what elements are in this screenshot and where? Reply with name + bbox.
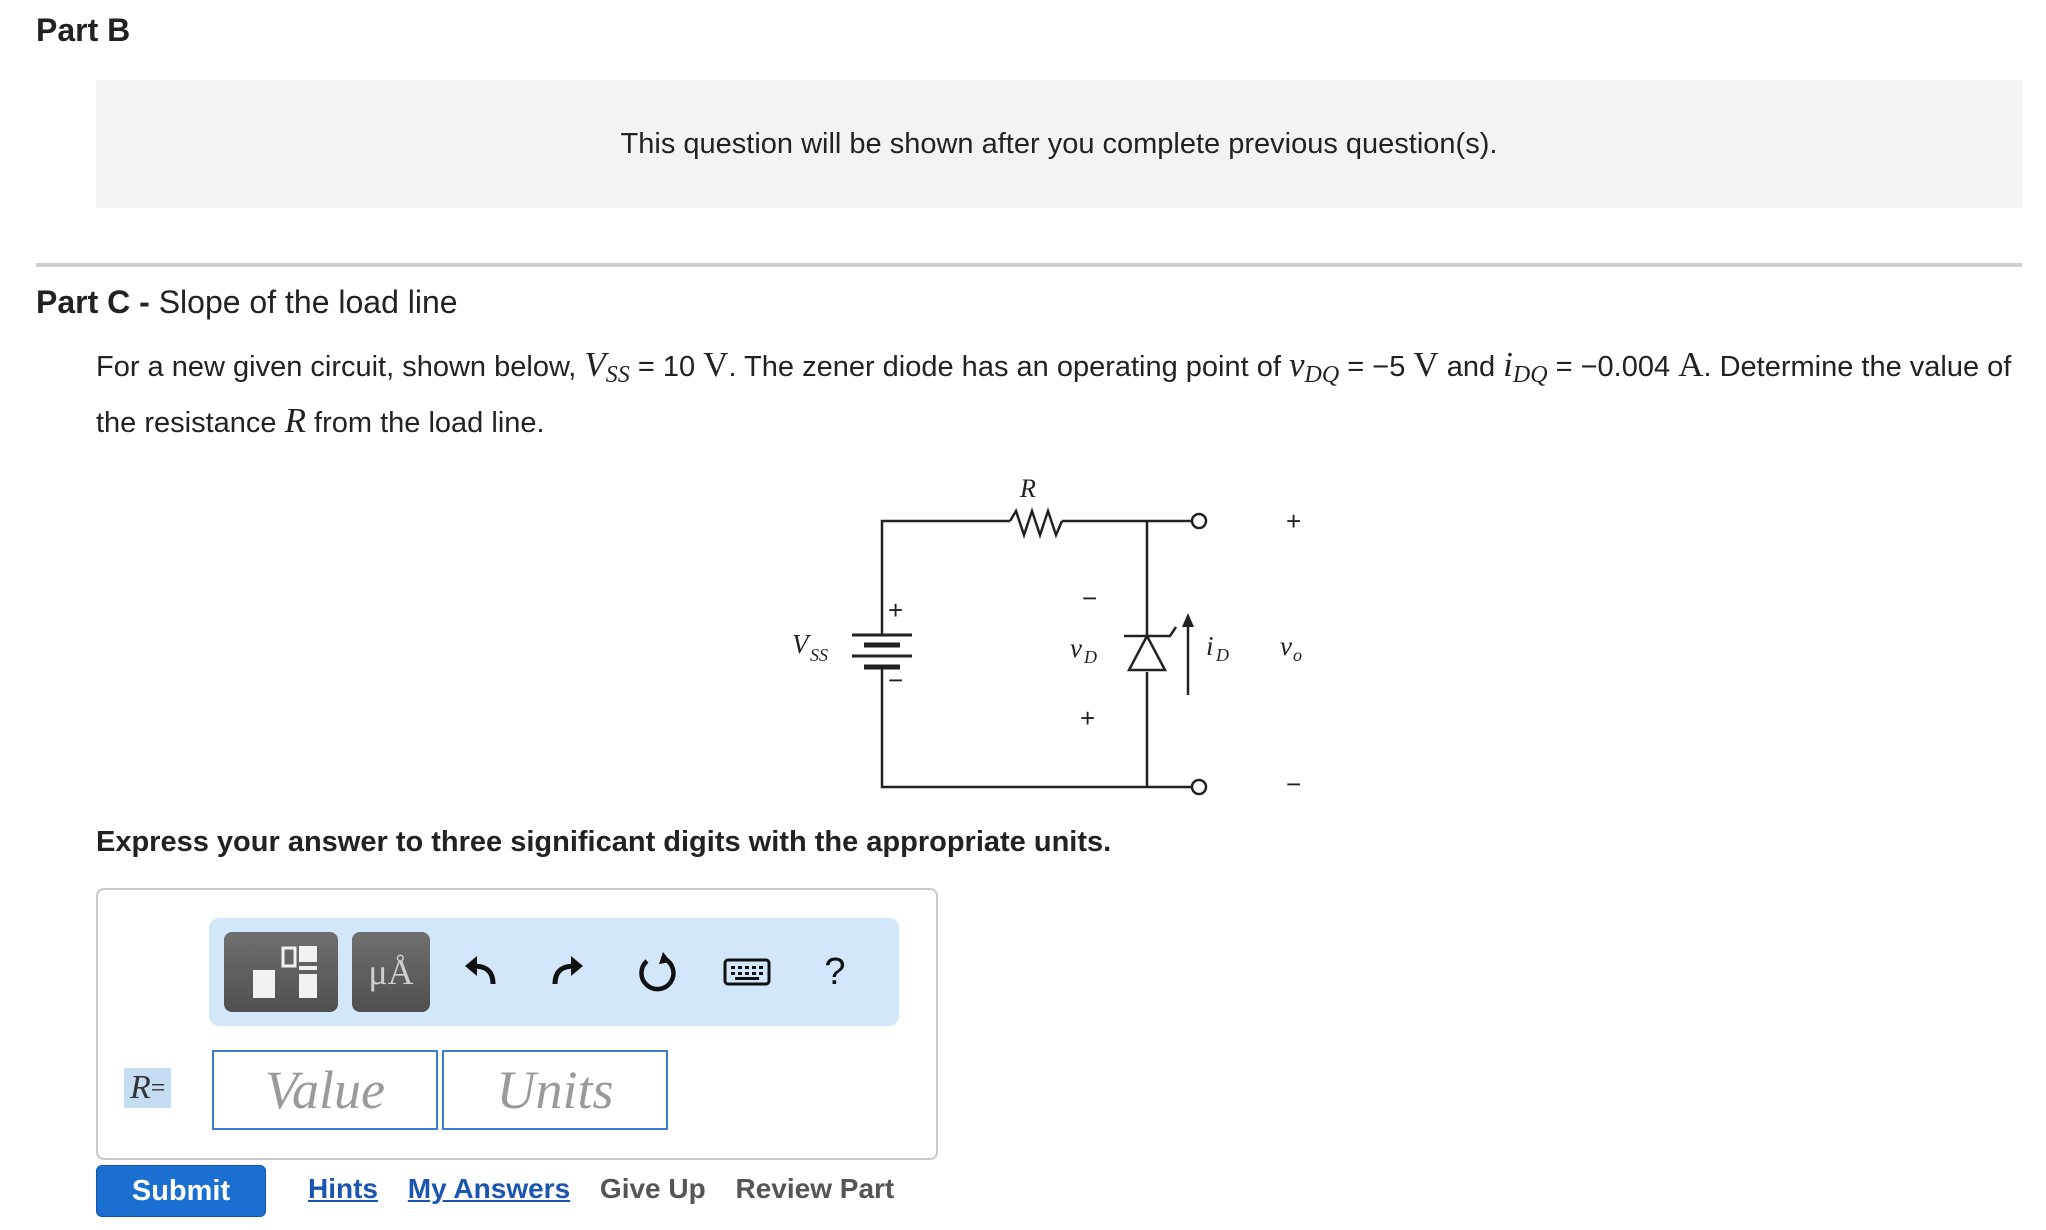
question-segment: . The zener diode has an operating point of: [728, 351, 1289, 383]
math-var-vss: V: [584, 345, 606, 384]
math-unit: V: [1413, 345, 1439, 384]
locked-question-box: [96, 80, 2022, 208]
math-var-r: R: [284, 401, 306, 440]
source-minus: −: [888, 665, 904, 695]
output-terminal-top: [1192, 514, 1206, 528]
source-plus: +: [888, 595, 904, 625]
locked-message: This question will be shown after you complete previous question(s).: [620, 127, 1498, 160]
help-icon: ?: [824, 950, 846, 993]
templates-button[interactable]: [224, 932, 338, 1012]
math-unit: A: [1678, 345, 1704, 384]
answer-var: R: [130, 1069, 151, 1106]
vo-label: v: [1280, 631, 1292, 661]
vo-minus: −: [1286, 769, 1302, 799]
reset-icon: [635, 950, 679, 994]
keyboard-icon: [723, 957, 771, 987]
zener-diode-triangle: [1129, 636, 1165, 670]
units-input[interactable]: [444, 1051, 666, 1129]
hints-link[interactable]: Hints: [308, 1173, 378, 1204]
section-divider: [36, 263, 2022, 267]
vd-sub: D: [1084, 647, 1097, 667]
id-sub: D: [1216, 645, 1229, 665]
value-input[interactable]: [214, 1051, 436, 1129]
help-button[interactable]: [807, 940, 863, 1004]
give-up-link[interactable]: Give Up: [599, 1173, 706, 1204]
vd-plus: +: [1080, 703, 1096, 733]
math-var-vdq: v: [1288, 345, 1305, 384]
question-segment: and: [1438, 351, 1504, 383]
units-button[interactable]: [352, 932, 430, 1012]
units-icon: μÅ: [368, 952, 414, 992]
redo-icon: [547, 952, 587, 992]
question-text: [96, 342, 2026, 446]
zener-circuit-diagram: [770, 455, 1350, 815]
math-unit: V: [703, 345, 729, 384]
bottom-wire: [882, 677, 1192, 787]
question-segment: . Determine the value of the resistance: [96, 351, 2012, 439]
submit-button[interactable]: Submit: [96, 1165, 266, 1217]
id-label: i: [1206, 631, 1214, 661]
math-sub: DQ: [1304, 362, 1340, 388]
source-sub: SS: [810, 645, 828, 665]
part-c-label: Part C -: [36, 284, 150, 320]
output-terminal-bottom: [1192, 780, 1206, 794]
value-field[interactable]: [212, 1050, 438, 1130]
templates-icon: [241, 940, 321, 1004]
undo-icon: [461, 952, 501, 992]
vo-sub: o: [1293, 645, 1302, 665]
part-c-heading[interactable]: [36, 284, 458, 321]
part-c-title: Slope of the load line: [158, 284, 458, 320]
undo-button[interactable]: [453, 940, 509, 1004]
vd-minus: −: [1082, 583, 1098, 613]
question-segment: = 10: [629, 351, 704, 383]
answer-actions: [308, 1173, 916, 1205]
my-answers-link[interactable]: My Answers: [407, 1173, 571, 1204]
answer-eq: =: [150, 1073, 166, 1102]
math-sub: DQ: [1512, 362, 1548, 388]
redo-button[interactable]: [539, 940, 595, 1004]
part-b-heading: Part B: [36, 12, 131, 48]
zener-diode-bar: [1124, 627, 1176, 636]
answer-variable-label: [124, 1068, 171, 1108]
vo-plus: +: [1286, 506, 1302, 536]
answer-box: [96, 888, 938, 1160]
review-part-link[interactable]: Review Part: [735, 1173, 895, 1204]
answer-instruction: Express your answer to three significant digits with the appropriate units.: [96, 826, 1112, 858]
question-segment: = −0.004: [1547, 351, 1679, 383]
current-arrow-head: [1182, 613, 1194, 627]
math-var-idq: i: [1503, 345, 1513, 384]
reset-button[interactable]: [629, 940, 685, 1004]
question-segment: from the load line.: [306, 407, 545, 439]
units-field[interactable]: [442, 1050, 668, 1130]
math-toolbar: [209, 918, 899, 1026]
resistor-symbol: [1010, 511, 1062, 535]
vd-label: v: [1070, 633, 1082, 663]
question-segment: = −5: [1339, 351, 1414, 383]
math-sub: SS: [605, 362, 630, 388]
source-label: V: [792, 629, 809, 659]
keyboard-button[interactable]: [719, 940, 775, 1004]
resistor-label: R: [1020, 474, 1036, 503]
question-segment: For a new given circuit, shown below,: [96, 351, 585, 383]
